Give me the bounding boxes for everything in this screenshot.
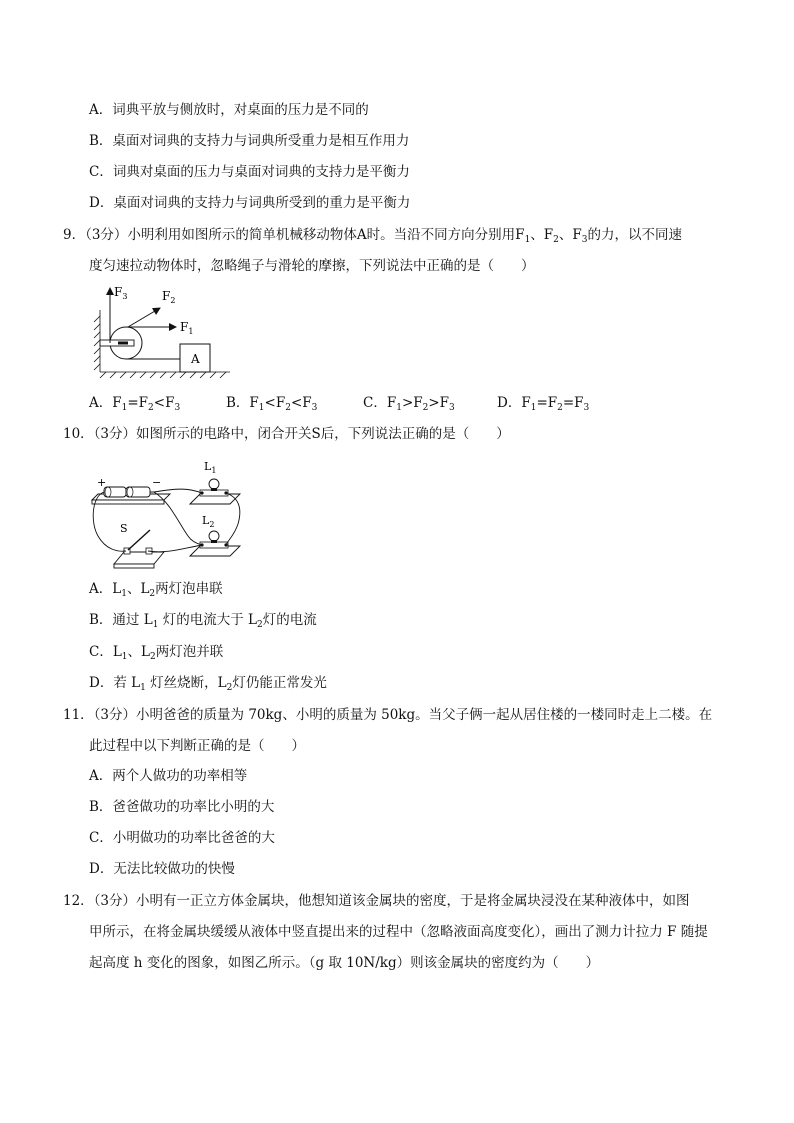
rope-f2 [128, 308, 160, 327]
l1-label: $L_1$ [204, 460, 217, 475]
l2-label: $L_2$ [202, 514, 215, 529]
q10-stem: 10．（3分）如图所示的电路中，闭合开关S后，下列说法正确的是（ ） [63, 426, 510, 442]
battery-plus-label: + [97, 476, 107, 489]
q11-option-c: C．小明做功的功率比爸爸的大 [89, 830, 275, 846]
switch-label: S [120, 522, 128, 535]
block-a-label: A [191, 352, 200, 366]
q8-option-a: A．词典平放与侧放时，对桌面的压力是不同的 [89, 102, 369, 118]
q11-option-d: D．无法比较做功的快慢 [89, 861, 235, 877]
q11-option-a: A．两个人做功的功率相等 [89, 768, 248, 784]
q12-stem-line3: 起高度 h 变化的图象，如图乙所示。（g 取 10N/kg）则该金属块的密度约为（ ） [89, 955, 600, 971]
q10-score: （3分） [93, 426, 137, 442]
q11-score: （3分） [93, 707, 137, 723]
q9-choices [89, 394, 709, 412]
q8-option-c: C．词典对桌面的压力与桌面对词典的支持力是平衡力 [89, 164, 410, 180]
f3-label: $F_3$ [114, 285, 128, 301]
floor-hatching [100, 372, 230, 378]
battery-cells [104, 487, 154, 497]
q9-choice-d: D．$F_1=F_2=F_3$ [497, 395, 590, 413]
q12-stem-line2: 甲所示，在将金属块缓缓从液体中竖直提出来的过程中（忽略液面高度变化），画出了测力计拉力 F 随提 [89, 924, 708, 940]
q11-stem-line1: 11．（3分）小明爸爸的质量为 70kg、小明的质量为 50kg。当父子俩一起从居住楼的一楼同时走上二楼。在 [63, 707, 713, 723]
q12-stem-line1: 12．（3分）小明有一正立方体金属块，他想知道该金属块的密度，于是将金属块浸没在某种液体中，如图 [63, 893, 690, 909]
q10-option-a: A．$L_1$、$L_2$两灯泡串联 [89, 581, 223, 599]
switch-s [114, 530, 164, 568]
f1-label: $F_1$ [180, 320, 194, 336]
q8-option-b: B．桌面对词典的支持力与词典所受重力是相互作用力 [89, 133, 410, 149]
q10-option-b: B．通过 $L_1$ 灯的电流大于 $L_2$灯的电流 [89, 612, 317, 630]
q10-option-d: D．若 $L_1$ 灯丝烧断，$L_2$灯仍能正常发光 [89, 675, 327, 693]
f2-label: $F_2$ [162, 289, 176, 305]
q11-option-b: B．爸爸做功的功率比小明的大 [89, 799, 275, 815]
q10-option-c: C．$L_1$、$L_2$两灯泡并联 [89, 644, 224, 662]
q12-number: 12． [63, 893, 94, 909]
q9-choice-a: A．$F_1=F_2<F_3$ [89, 395, 181, 413]
pulley-axle-mount [100, 340, 134, 346]
q11-stem-line2: 此过程中以下判断正确的是（ ） [89, 738, 305, 754]
q9-pulley-figure [90, 280, 240, 385]
q9-choice-c: C．$F_1>F_2>F_3$ [363, 395, 455, 413]
wall-hatching [94, 310, 100, 372]
q9-choice-b: B．$F_1<F_2<F_3$ [226, 395, 318, 413]
q9-stem-line2: 度匀速拉动物体时，忽略绳子与滑轮的摩擦，下列说法中正确的是（ ） [89, 258, 535, 274]
q9-number: 9． [63, 227, 86, 243]
q9-score: （3分） [85, 227, 128, 243]
q12-score: （3分） [93, 893, 137, 909]
q8-option-d: D．桌面对词典的支持力与词典所受到的重力是平衡力 [89, 195, 411, 211]
q10-number: 10． [63, 426, 94, 442]
q10-circuit-figure [88, 452, 248, 574]
battery-minus-label: − [152, 476, 162, 489]
q11-number: 11． [63, 707, 94, 723]
q9-stem-line1: 9．（3分）小明利用如图所示的简单机械移动物体A时。当沿不同方向分别用$F_1$、$F_2$、$F_3$的力，以不同速 [63, 227, 683, 245]
